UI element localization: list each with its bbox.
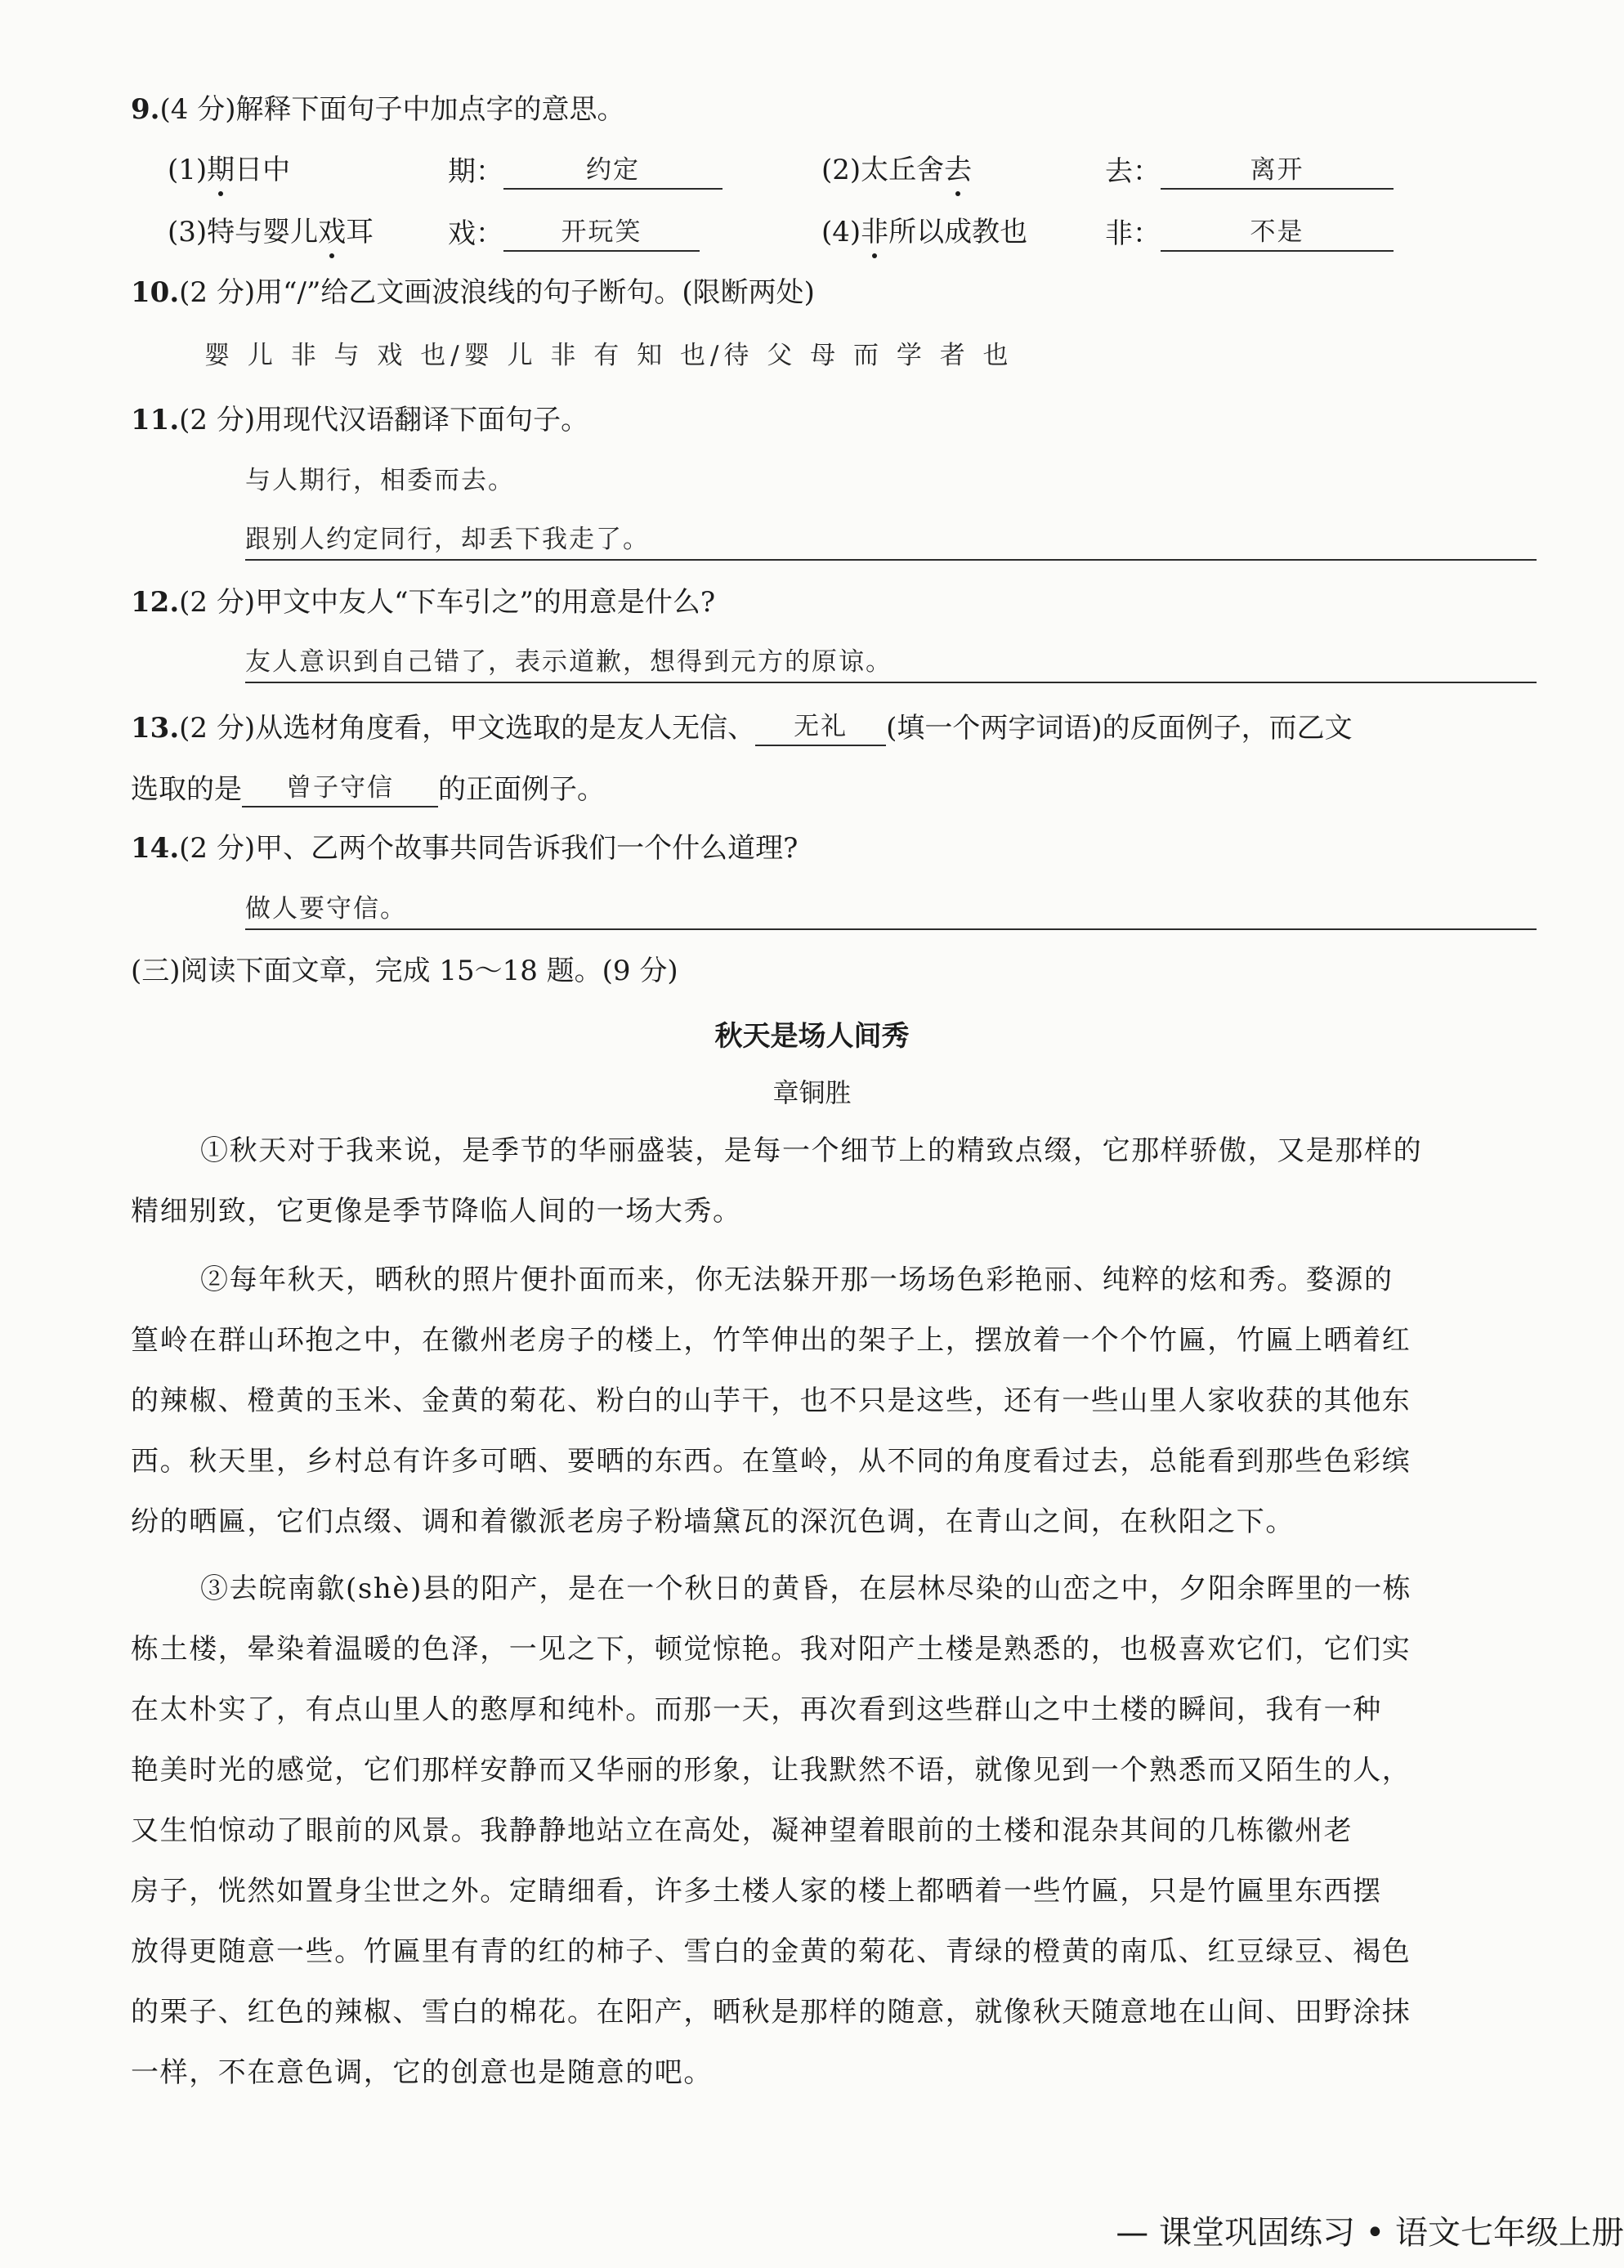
q9-item-1-answer: 期： 约定 [448, 152, 723, 190]
p3-line-6: 房子，恍然如置身尘世之外。定睛细看，许多土楼人家的楼上都晒着一些竹匾，只是竹匾里东西摆 [131, 1875, 1382, 1908]
answer-blank: 开玩笑 [503, 214, 700, 252]
p3-line-7: 放得更随意一些。竹匾里有青的红的柿子、雪白的金黄的菊花、青绿的橙黄的南瓜、红豆绿豆、褐色 [131, 1935, 1411, 1968]
q12-answer: 友人意识到自己错了，表示道歉，想得到元方的原谅。 [245, 647, 893, 677]
p1-line-2: 精细别致，它更像是季节降临人间的一场大秀。 [131, 1195, 742, 1228]
q9-item-2-answer: 去： 离开 [1105, 152, 1394, 190]
p2-line-3: 的辣椒、橙黄的玉米、金黄的菊花、粉白的山芋干，也不只是这些，还有一些山里人家收获的其他东 [131, 1385, 1411, 1417]
answer-line [245, 682, 1537, 683]
page-footer: — 课堂巩固练习 • 语文七年级上册 [1116, 2214, 1624, 2252]
q11-sentence: 与人期行，相委而去。 [245, 466, 515, 495]
p3-line-8: 的栗子、红色的辣椒、雪白的棉花。在阳产，晒秋是那样的随意，就像秋天随意地在山间、田野涂抹 [131, 1996, 1411, 2029]
q9-item-1: (1)期日中 [168, 154, 291, 186]
q11-stem: 11.(2 分)用现代汉语翻译下面句子。 [131, 404, 589, 436]
q12-stem: 12.(2 分)甲文中友人“下车引之”的用意是什么? [131, 586, 716, 619]
p1-line-1: ①秋天对于我来说，是季节的华丽盛装，是每一个细节上的精致点缀，它那样骄傲，又是那样的 [200, 1134, 1423, 1167]
p2-line-2: 篁岭在群山环抱之中，在徽州老房子的楼上，竹竿伸出的架子上，摆放着一个个竹匾，竹匾上晒着红 [131, 1324, 1411, 1357]
answer-blank: 曾子守信 [242, 770, 438, 807]
q13-stem-cont: 选取的是 曾子守信 的正面例子。 [131, 770, 605, 807]
answer-blank: 不是 [1161, 214, 1394, 252]
p2-line-1: ②每年秋天，晒秋的照片便扑面而来，你无法躲开那一场场色彩艳丽、纯粹的炫和秀。婺源的 [200, 1264, 1394, 1296]
answer-blank: 无礼 [755, 709, 886, 746]
q9-item-4-answer: 非： 不是 [1105, 214, 1394, 252]
answer-line [245, 559, 1537, 561]
q9-item-2: (2)太丘舍去 [821, 154, 973, 186]
q9-stem: 9.(4 分)解释下面句子中加点字的意思。 [131, 93, 625, 126]
q14-stem: 14.(2 分)甲、乙两个故事共同告诉我们一个什么道理? [131, 832, 799, 865]
p2-line-4: 西。秋天里，乡村总有许多可晒、要晒的东西。在篁岭，从不同的角度看过去，总能看到那些色彩缤 [131, 1445, 1411, 1478]
article-author: 章铜胜 [772, 1077, 852, 1108]
answer-line [245, 928, 1537, 930]
p3-line-1: ③去皖南歙(shè)县的阳产，是在一个秋日的黄昏，在层林尽染的山峦之中，夕阳余晖里的一栋 [200, 1572, 1412, 1605]
p2-line-5: 纷的晒匾，它们点缀、调和着徽派老房子粉墙黛瓦的深沉色调，在青山之间，在秋阳之下。 [131, 1505, 1295, 1538]
p3-line-4: 艳美时光的感觉，它们那样安静而又华丽的形象，让我默然不语，就像见到一个熟悉而又陌生的人， [131, 1754, 1411, 1787]
article-title: 秋天是场人间秀 [714, 1020, 910, 1053]
q11-answer: 跟别人约定同行，却丢下我走了。 [245, 525, 650, 554]
q9-item-3-answer: 戏： 开玩笑 [448, 214, 700, 252]
p3-line-5: 又生怕惊动了眼前的风景。我静静地站立在高处，凝神望着眼前的土楼和混杂其间的几栋徽州老 [131, 1814, 1353, 1847]
q9-item-4: (4)非所以成教也 [821, 216, 1028, 248]
answer-blank: 离开 [1161, 152, 1394, 190]
p3-line-2: 栋土楼，晕染着温暖的色泽，一见之下，顿觉惊艳。我对阳产土楼是熟悉的，也极喜欢它们，它们实 [131, 1633, 1411, 1666]
q9-item-3: (3)特与婴儿戏耳 [168, 216, 374, 248]
answer-blank: 约定 [503, 152, 723, 190]
q14-answer: 做人要守信。 [245, 894, 407, 924]
p3-line-3: 在太朴实了，有点山里人的憨厚和纯朴。而那一天，再次看到这些群山之中土楼的瞬间，我有一种 [131, 1693, 1382, 1726]
q13-stem: 13.(2 分)从选材角度看，甲文选取的是友人无信、 无礼 (填一个两字词语)的反面例子，而乙文 [131, 709, 1353, 746]
p3-line-9: 一样，不在意色调，它的创意也是随意的吧。 [131, 2056, 713, 2089]
section3-heading: (三)阅读下面文章，完成 15～18 题。(9 分) [131, 955, 678, 987]
q10-stem: 10.(2 分)用“/”给乙文画波浪线的句子断句。(限断两处) [131, 276, 815, 309]
q10-answer: 婴 儿 非 与 戏 也/婴 儿 非 有 知 也/待 父 母 而 学 者 也 [204, 341, 1013, 370]
